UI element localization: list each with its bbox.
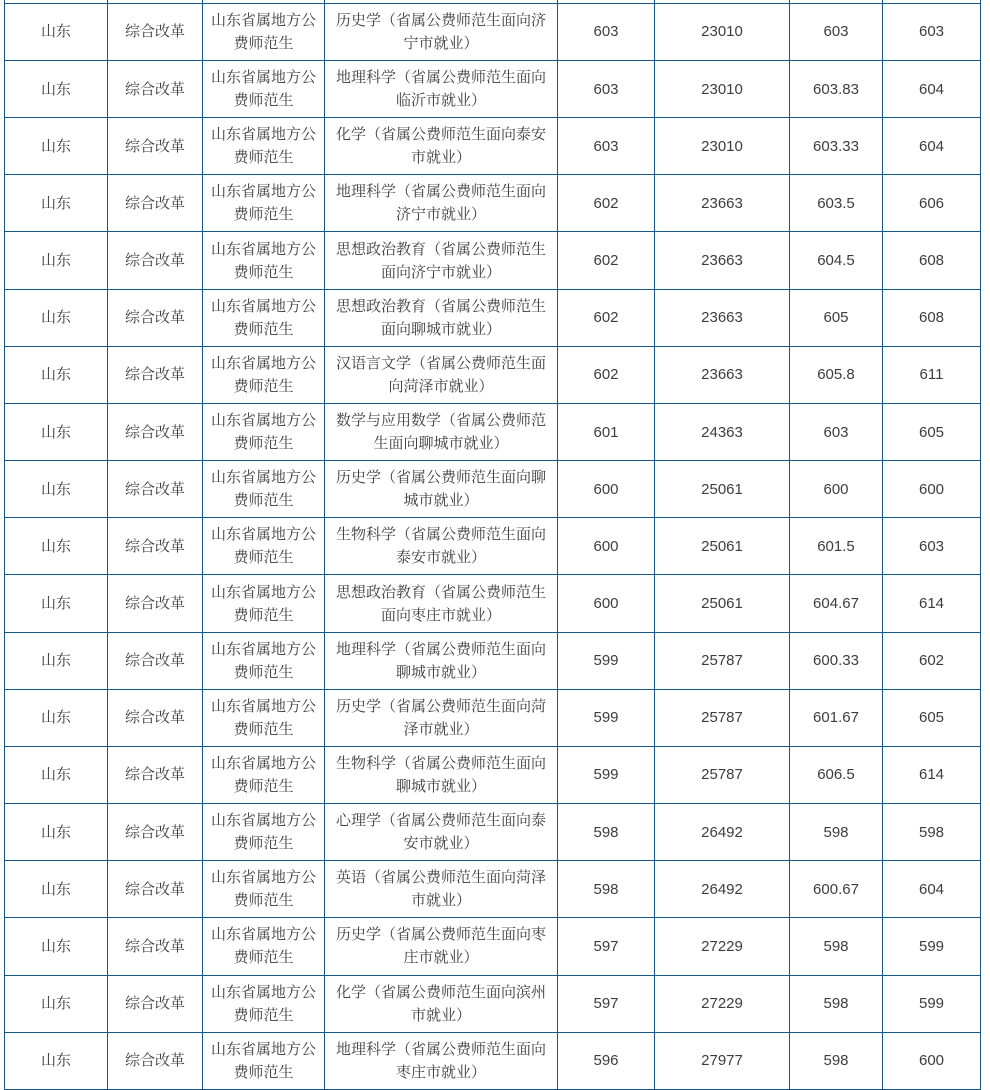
cell-province: 山东	[5, 232, 108, 289]
cell-min-score: 602	[558, 232, 655, 289]
cell-max-score: 603	[883, 3, 981, 60]
cell-plan-type: 综合改革	[108, 346, 203, 403]
cell-min-rank: 23663	[655, 175, 790, 232]
cell-category: 山东省属地方公费师范生	[203, 689, 325, 746]
cell-major: 化学（省属公费师范生面向滨州市就业）	[325, 975, 558, 1032]
cell-min-rank: 25061	[655, 518, 790, 575]
table-row	[5, 3, 981, 60]
cell-major: 思想政治教育（省属公费师范生面向济宁市就业）	[325, 232, 558, 289]
cell-min-score: 603	[558, 3, 655, 60]
cell-avg-score: 605	[790, 289, 883, 346]
cell-min-score: 596	[558, 1032, 655, 1089]
cell-major: 地理科学（省属公费师范生面向聊城市就业）	[325, 632, 558, 689]
table-row	[5, 118, 981, 175]
cell-min-rank: 27229	[655, 918, 790, 975]
cell-min-rank: 25787	[655, 746, 790, 803]
cell-min-score: 598	[558, 861, 655, 918]
cell-min-rank: 23663	[655, 346, 790, 403]
cell-plan-type: 综合改革	[108, 289, 203, 346]
table-row	[5, 575, 981, 632]
table-row	[5, 289, 981, 346]
cell-min-rank: 23010	[655, 61, 790, 118]
cell-plan-type: 综合改革	[108, 118, 203, 175]
cell-min-score: 599	[558, 632, 655, 689]
cell-min-rank: 27229	[655, 975, 790, 1032]
cell-avg-score: 604.5	[790, 232, 883, 289]
cell-province: 山东	[5, 918, 108, 975]
cell-avg-score: 598	[790, 918, 883, 975]
cell-major: 历史学（省属公费师范生面向菏泽市就业）	[325, 689, 558, 746]
cell-plan-type: 综合改革	[108, 175, 203, 232]
cell-province: 山东	[5, 975, 108, 1032]
cell-min-score: 600	[558, 575, 655, 632]
cell-max-score: 599	[883, 918, 981, 975]
cell-major: 汉语言文学（省属公费师范生面向菏泽市就业）	[325, 346, 558, 403]
cell-major: 历史学（省属公费师范生面向济宁市就业）	[325, 3, 558, 60]
cell-major: 化学（省属公费师范生面向泰安市就业）	[325, 118, 558, 175]
table-row	[5, 461, 981, 518]
cell-min-score: 603	[558, 118, 655, 175]
cell-avg-score: 603.33	[790, 118, 883, 175]
cell-min-rank: 23663	[655, 289, 790, 346]
cell-avg-score: 601.67	[790, 689, 883, 746]
cell-plan-type: 综合改革	[108, 746, 203, 803]
cell-avg-score: 598	[790, 975, 883, 1032]
cell-category: 山东省属地方公费师范生	[203, 804, 325, 861]
cell-province: 山东	[5, 61, 108, 118]
cell-min-score: 601	[558, 403, 655, 460]
cell-avg-score: 606.5	[790, 746, 883, 803]
cell-category: 山东省属地方公费师范生	[203, 1032, 325, 1089]
cell-category: 山东省属地方公费师范生	[203, 403, 325, 460]
cell-max-score: 604	[883, 61, 981, 118]
cell-min-rank: 26492	[655, 861, 790, 918]
cell-province: 山东	[5, 403, 108, 460]
cell-max-score: 603	[883, 518, 981, 575]
cell-plan-type: 综合改革	[108, 518, 203, 575]
cell-min-score: 602	[558, 175, 655, 232]
cell-category: 山东省属地方公费师范生	[203, 3, 325, 60]
cell-avg-score: 601.5	[790, 518, 883, 575]
cell-province: 山东	[5, 289, 108, 346]
table-row	[5, 1032, 981, 1089]
table-row	[5, 403, 981, 460]
cell-plan-type: 综合改革	[108, 461, 203, 518]
cell-plan-type: 综合改革	[108, 575, 203, 632]
cell-major: 思想政治教育（省属公费师范生面向枣庄市就业）	[325, 575, 558, 632]
cell-plan-type: 综合改革	[108, 918, 203, 975]
cell-avg-score: 598	[790, 1032, 883, 1089]
cell-category: 山东省属地方公费师范生	[203, 461, 325, 518]
cell-major: 思想政治教育（省属公费师范生面向聊城市就业）	[325, 289, 558, 346]
cell-avg-score: 604.67	[790, 575, 883, 632]
cell-max-score: 608	[883, 289, 981, 346]
table-row	[5, 232, 981, 289]
cell-min-rank: 23010	[655, 118, 790, 175]
cell-avg-score: 598	[790, 804, 883, 861]
cell-avg-score: 603	[790, 3, 883, 60]
cell-max-score: 600	[883, 1032, 981, 1089]
table-row	[5, 346, 981, 403]
cell-major: 地理科学（省属公费师范生面向枣庄市就业）	[325, 1032, 558, 1089]
table-body	[5, 0, 981, 1089]
cell-max-score: 614	[883, 746, 981, 803]
cell-min-rank: 25061	[655, 575, 790, 632]
cell-avg-score: 603.83	[790, 61, 883, 118]
cell-plan-type: 综合改革	[108, 975, 203, 1032]
cell-major: 历史学（省属公费师范生面向聊城市就业）	[325, 461, 558, 518]
cell-avg-score: 605.8	[790, 346, 883, 403]
cell-avg-score: 603	[790, 403, 883, 460]
cell-plan-type: 综合改革	[108, 689, 203, 746]
cell-province: 山东	[5, 746, 108, 803]
cell-avg-score: 603.5	[790, 175, 883, 232]
cell-min-rank: 25787	[655, 689, 790, 746]
cell-plan-type: 综合改革	[108, 804, 203, 861]
cell-major: 地理科学（省属公费师范生面向临沂市就业）	[325, 61, 558, 118]
cell-max-score: 614	[883, 575, 981, 632]
cell-major: 地理科学（省属公费师范生面向济宁市就业）	[325, 175, 558, 232]
cell-plan-type: 综合改革	[108, 1032, 203, 1089]
cell-min-rank: 24363	[655, 403, 790, 460]
cell-province: 山东	[5, 175, 108, 232]
cell-province: 山东	[5, 575, 108, 632]
cell-min-score: 599	[558, 689, 655, 746]
table-row	[5, 632, 981, 689]
cell-province: 山东	[5, 3, 108, 60]
cell-category: 山东省属地方公费师范生	[203, 918, 325, 975]
cell-max-score: 599	[883, 975, 981, 1032]
cell-major: 心理学（省属公费师范生面向泰安市就业）	[325, 804, 558, 861]
cell-max-score: 604	[883, 118, 981, 175]
cell-category: 山东省属地方公费师范生	[203, 518, 325, 575]
cell-category: 山东省属地方公费师范生	[203, 975, 325, 1032]
cell-min-score: 602	[558, 289, 655, 346]
cell-max-score: 611	[883, 346, 981, 403]
table-row	[5, 975, 981, 1032]
cell-category: 山东省属地方公费师范生	[203, 118, 325, 175]
admission-scores-table	[4, 0, 981, 1090]
cell-major: 英语（省属公费师范生面向菏泽市就业）	[325, 861, 558, 918]
cell-plan-type: 综合改革	[108, 403, 203, 460]
cell-max-score: 608	[883, 232, 981, 289]
cell-min-score: 600	[558, 461, 655, 518]
cell-province: 山东	[5, 632, 108, 689]
cell-category: 山东省属地方公费师范生	[203, 232, 325, 289]
table-row	[5, 861, 981, 918]
table-row	[5, 804, 981, 861]
cell-min-score: 598	[558, 804, 655, 861]
table-row	[5, 175, 981, 232]
cell-min-rank: 27977	[655, 1032, 790, 1089]
cell-province: 山东	[5, 804, 108, 861]
cell-max-score: 602	[883, 632, 981, 689]
cell-major: 生物科学（省属公费师范生面向聊城市就业）	[325, 746, 558, 803]
cell-min-rank: 23010	[655, 3, 790, 60]
table-row	[5, 918, 981, 975]
cell-min-rank: 25787	[655, 632, 790, 689]
table-row	[5, 689, 981, 746]
cell-plan-type: 综合改革	[108, 3, 203, 60]
table-row	[5, 518, 981, 575]
cell-max-score: 604	[883, 861, 981, 918]
cell-category: 山东省属地方公费师范生	[203, 746, 325, 803]
cell-min-score: 597	[558, 918, 655, 975]
table-row	[5, 746, 981, 803]
cell-province: 山东	[5, 518, 108, 575]
cell-plan-type: 综合改革	[108, 61, 203, 118]
cell-major: 数学与应用数学（省属公费师范生面向聊城市就业）	[325, 403, 558, 460]
cell-category: 山东省属地方公费师范生	[203, 61, 325, 118]
cell-category: 山东省属地方公费师范生	[203, 346, 325, 403]
cell-min-rank: 26492	[655, 804, 790, 861]
cell-category: 山东省属地方公费师范生	[203, 575, 325, 632]
cell-province: 山东	[5, 1032, 108, 1089]
cell-province: 山东	[5, 461, 108, 518]
cell-category: 山东省属地方公费师范生	[203, 632, 325, 689]
cell-province: 山东	[5, 861, 108, 918]
cell-min-score: 599	[558, 746, 655, 803]
cell-min-rank: 23663	[655, 232, 790, 289]
cell-plan-type: 综合改革	[108, 861, 203, 918]
cell-min-score: 600	[558, 518, 655, 575]
cell-category: 山东省属地方公费师范生	[203, 175, 325, 232]
cell-plan-type: 综合改革	[108, 632, 203, 689]
cell-province: 山东	[5, 118, 108, 175]
cell-major: 生物科学（省属公费师范生面向泰安市就业）	[325, 518, 558, 575]
cell-max-score: 605	[883, 689, 981, 746]
cell-max-score: 606	[883, 175, 981, 232]
cell-max-score: 598	[883, 804, 981, 861]
cell-max-score: 600	[883, 461, 981, 518]
cell-avg-score: 600.33	[790, 632, 883, 689]
cell-plan-type: 综合改革	[108, 232, 203, 289]
cell-province: 山东	[5, 689, 108, 746]
cell-min-score: 597	[558, 975, 655, 1032]
table-row	[5, 61, 981, 118]
cell-category: 山东省属地方公费师范生	[203, 861, 325, 918]
cell-min-score: 602	[558, 346, 655, 403]
cell-max-score: 605	[883, 403, 981, 460]
cell-avg-score: 600.67	[790, 861, 883, 918]
cell-min-score: 603	[558, 61, 655, 118]
cell-avg-score: 600	[790, 461, 883, 518]
cell-category: 山东省属地方公费师范生	[203, 289, 325, 346]
cell-min-rank: 25061	[655, 461, 790, 518]
cell-major: 历史学（省属公费师范生面向枣庄市就业）	[325, 918, 558, 975]
cell-province: 山东	[5, 346, 108, 403]
